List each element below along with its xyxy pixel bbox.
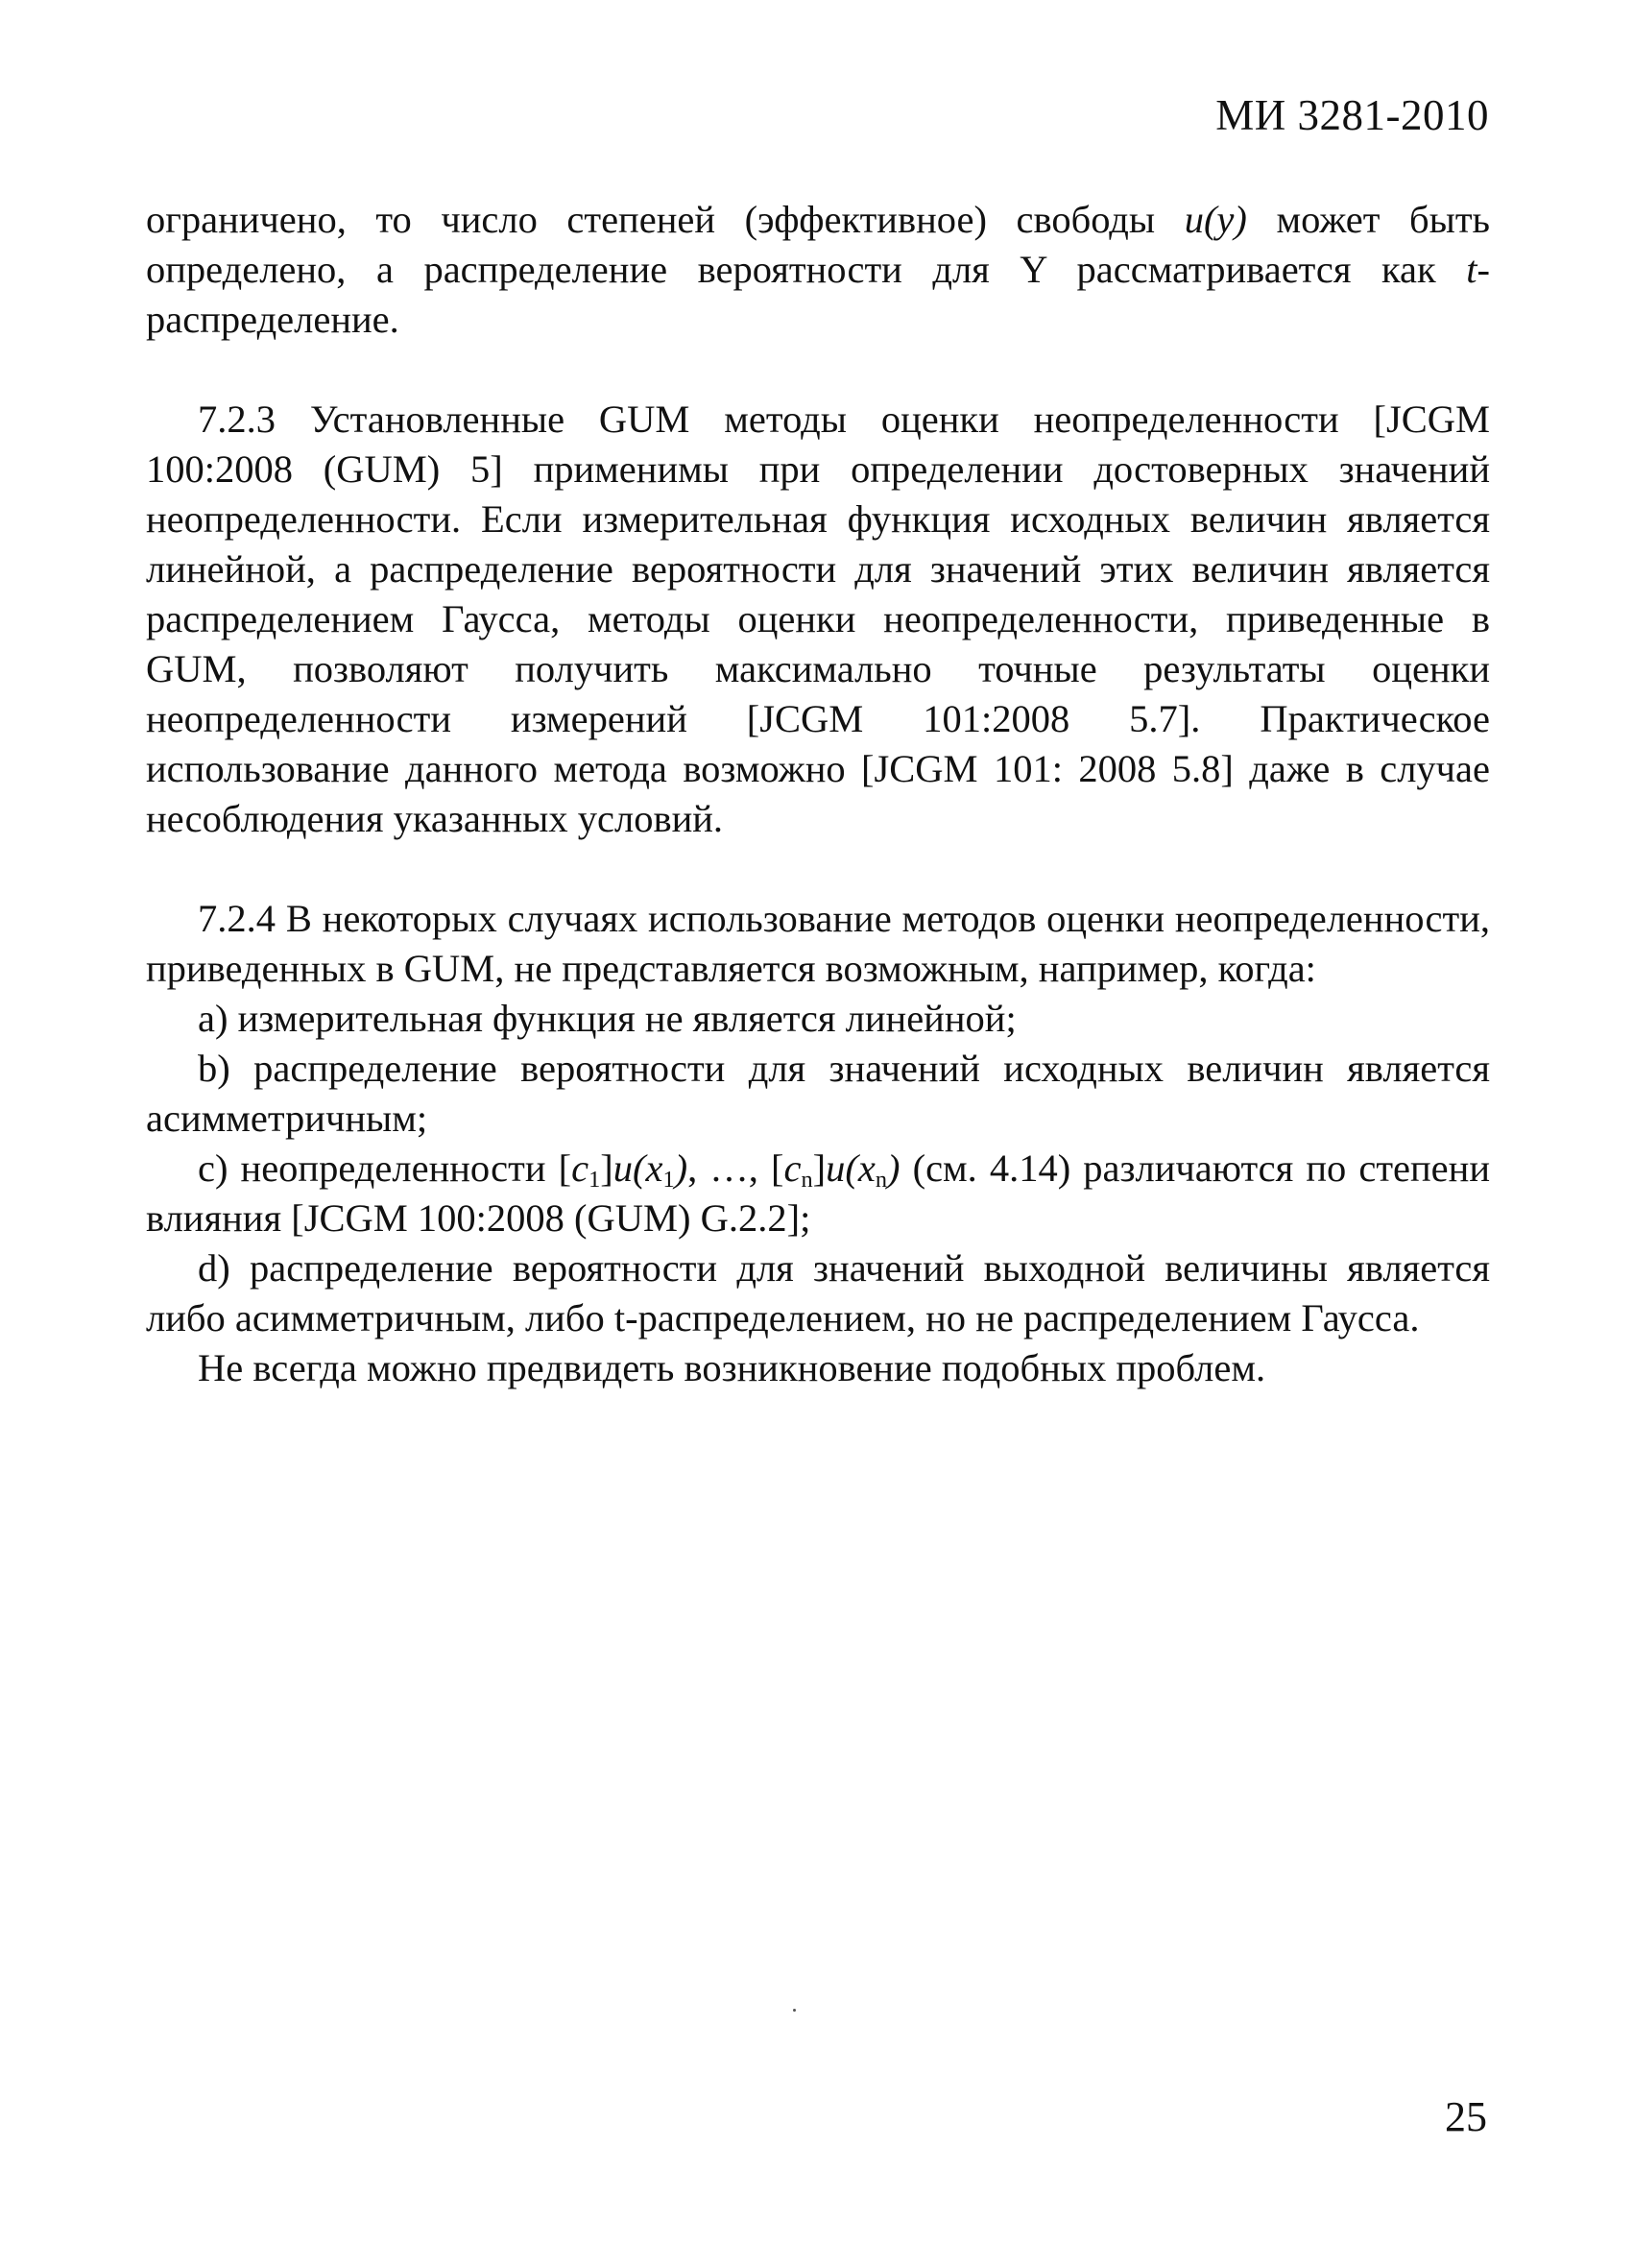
paragraph-gap — [146, 844, 1490, 894]
list-item-c: c) неопределенности $[c_1]u(x_1)$, …, $[c_n]u(x_n)$ (см. 4.14) различаются по степени влияния [JCGM 100:2008 (GUM) G.2.2]; — [146, 1146, 1490, 1240]
document-code-header: МИ 3281-2010 — [1215, 91, 1489, 139]
paragraph-continuation: ограничено, то число степеней (эффективное) свободы u(y) может быть определено, а распределение вероятности для Y рассматривается как t-распределение. — [146, 198, 1490, 341]
formula-t: t — [1466, 248, 1477, 291]
page-number: 25 — [1445, 2093, 1487, 2140]
body-text — [146, 195, 1490, 1393]
paragraph-gap — [146, 345, 1490, 395]
list-item-b: b) распределение вероятности для значений исходных величин является асимметричным; — [146, 1047, 1490, 1140]
closing-sentence: Не всегда можно предвидеть возникновение подобных проблем. — [198, 1346, 1266, 1389]
formula-u-y: u(y) — [1184, 198, 1247, 241]
scan-speck — [793, 2009, 796, 2012]
list-item-a: а) измерительная функция не является линейной; — [198, 997, 1017, 1040]
paragraph-7-2-3: 7.2.3 Установленные GUM методы оценки неопределенности [JCGM 100:2008 (GUM) 5] применимы при определении достоверных значений неопределенности. Если измерительная функция исходных величин является линейной, а распределение вероятности для значений этих величин является распределением Гаусса, методы оценки неопределенности, приведенные в GUM, позволяют получить максимально точные результаты оценки неопределенности измерений [JCGM 101:2008 5.7]. Практическое использование данного метода возможно [JCGM 101: 2008 5.8] даже в случае несоблюдения указанных условий. — [146, 398, 1490, 840]
paragraph-7-2-4: 7.2.4 В некоторых случаях использование методов оценки неопределенности, приведенных в GUM, не представляется возможным, например, когда: — [146, 897, 1490, 990]
list-item-d: d) распределение вероятности для значений выходной величины является либо асимметричным, либо t-распределением, но не распределением Гаусса. — [146, 1246, 1490, 1339]
